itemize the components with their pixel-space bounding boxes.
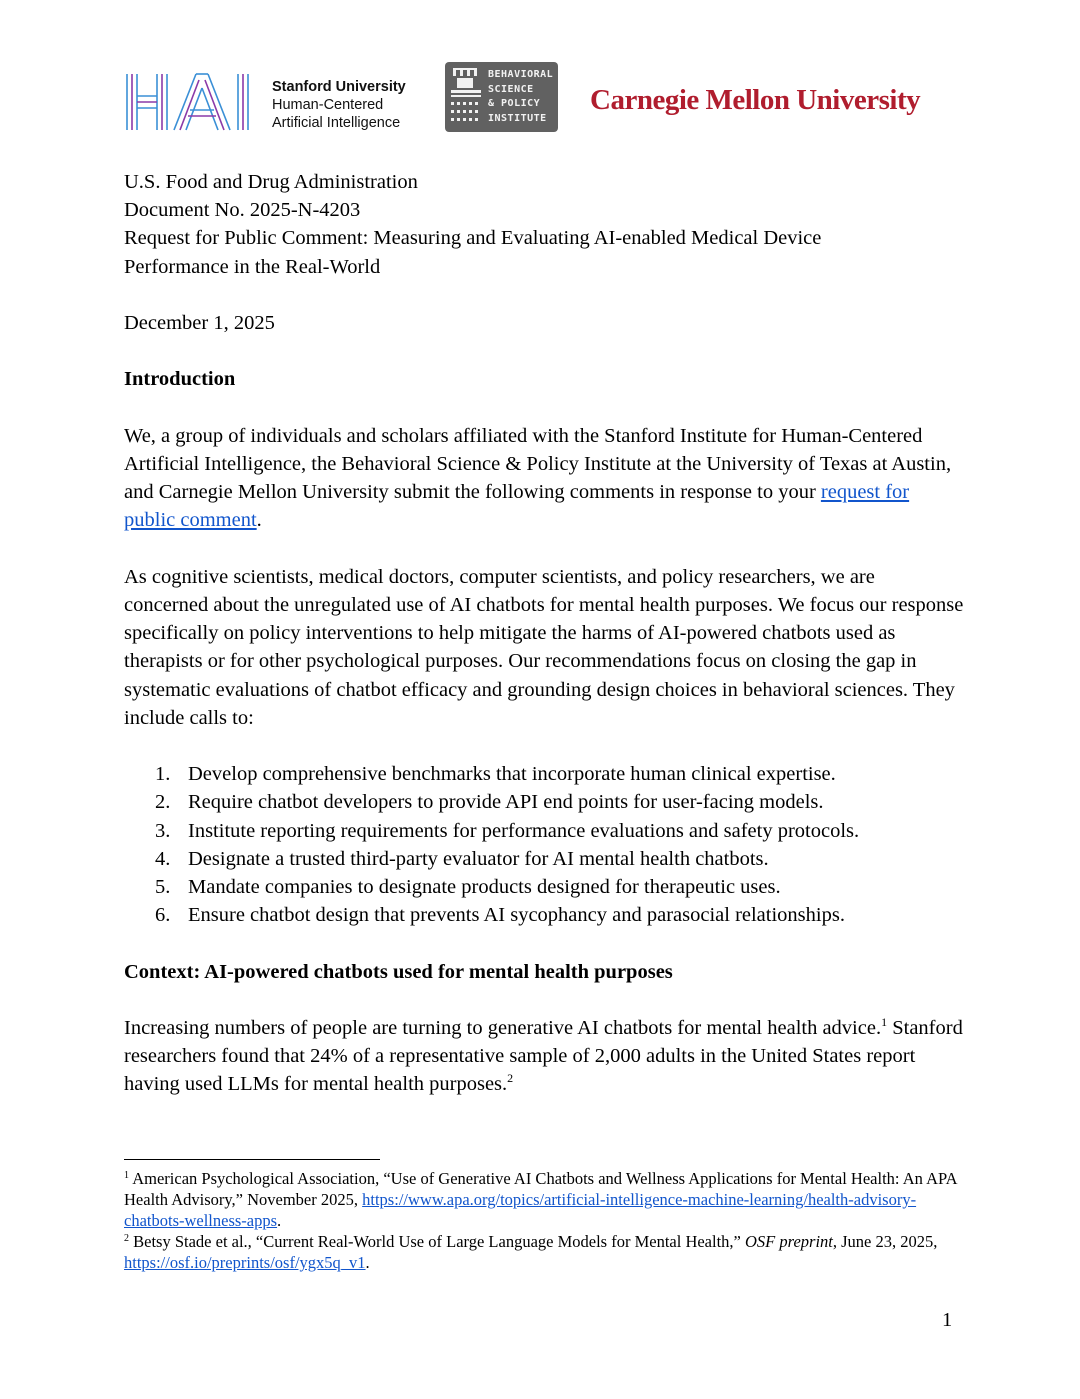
item-text: Mandate companies to designate products designed for therapeutic uses. — [188, 876, 781, 898]
bspi-line: SCIENCE — [488, 83, 534, 95]
letter-date: December 1, 2025 — [124, 312, 275, 334]
item-number: 1. — [155, 763, 171, 786]
hai-logo-text — [272, 78, 406, 132]
footnote-text: Betsy Stade et al., “Current Real-World Use of Large Language Models for Mental Health,” — [129, 1232, 746, 1251]
item-number: 5. — [155, 876, 171, 898]
introduction-paragraph — [124, 422, 964, 535]
recommendation-item — [155, 873, 964, 901]
footnote-italic: OSF preprint — [745, 1232, 833, 1251]
hai-logo-line1: Stanford University — [272, 79, 406, 95]
bspi-line: & POLICY — [488, 98, 541, 109]
recommendation-item — [155, 760, 964, 788]
document-number: Document No. 2025-N-4203 — [124, 199, 361, 222]
context-sentence: Increasing numbers of people are turning to generative AI chatbots for mental health advice. — [124, 1016, 882, 1039]
context-heading: Context: AI-powered chatbots used for mental health purposes — [124, 960, 673, 983]
footnote-number: 1 — [124, 1170, 129, 1181]
item-number: 2. — [155, 791, 171, 814]
hai-logo-icon — [124, 72, 264, 132]
item-text: Develop comprehensive benchmarks that incorporate human clinical expertise. — [188, 763, 836, 786]
recommendation-item — [155, 845, 964, 873]
osf-preprint-link[interactable]: https://osf.io/preprints/osf/ygx5q_v1 — [124, 1253, 366, 1272]
footnote-ref-2[interactable]: 2 — [507, 1071, 514, 1086]
context-sentence: Stanford researchers found that 24% of a representative sample of 2,000 adults in the United States report having used LLMs for mental health purposes. — [124, 1016, 963, 1096]
subject-line-1: Request for Public Comment: Measuring and Evaluating AI-enabled Medical Device — [124, 227, 822, 250]
letter-body — [124, 168, 964, 1099]
context-paragraph — [124, 1014, 964, 1099]
page-number: 1 — [942, 1309, 953, 1331]
footnote-text: , June 23, 2025, — [832, 1232, 938, 1251]
item-text: Require chatbot developers to provide API end points for user-facing models. — [188, 791, 824, 814]
subject-line-2: Performance in the Real-World — [124, 255, 381, 278]
item-text: Designate a trusted third-party evaluator for AI mental health chatbots. — [188, 847, 769, 870]
item-text: Ensure chatbot design that prevents AI sycophancy and parasocial relationships. — [188, 904, 845, 927]
item-number: 4. — [155, 847, 171, 870]
recipient-agency: U.S. Food and Drug Administration — [124, 171, 418, 193]
footnotes — [124, 1168, 964, 1273]
recommendations-list — [124, 760, 964, 929]
recommendation-item — [155, 788, 964, 816]
hai-logo-line2: Human-Centered — [272, 97, 384, 113]
bspi-line: BEHAVIORAL — [488, 69, 554, 80]
footnote-text: American Psychological Association, “Use of Generative AI Chatbots and Wellness Applications for Mental Health: An APA Health Advisory,” November 2025, — [124, 1169, 957, 1209]
item-text: Institute reporting requirements for performance evaluations and safety protocols. — [188, 819, 860, 842]
apa-advisory-link[interactable]: https://www.apa.org/topics/artificial-intelligence-machine-learning/health-advisory-chatbots-wellness-apps — [124, 1190, 917, 1230]
header-logos — [124, 62, 924, 134]
tower-building-icon — [449, 66, 485, 128]
footnote-ref-1[interactable]: 1 — [881, 1014, 888, 1029]
introduction-heading: Introduction — [124, 368, 236, 391]
cmu-logo: Carnegie Mellon University — [590, 84, 921, 116]
footnote-1 — [124, 1168, 964, 1231]
concern-paragraph: As cognitive scientists, medical doctors, computer scientists, and policy researchers, we are concerned about the unregulated use of AI chatbots for mental health purposes. We focus our response specifically on policy interventions to help mitigate the harms of AI-powered chatbots used as therapists or for other psychological purposes. Our recommendations focus on closing the gap in systematic evaluations of chatbot efficacy and grounding design choices in behavioral sciences. They include calls to: — [124, 565, 964, 729]
footnote-period: . — [277, 1211, 282, 1230]
bspi-line: INSTITUTE — [488, 112, 547, 124]
footnote-number: 2 — [124, 1233, 129, 1244]
request-for-public-comment-link[interactable]: request for public comment — [124, 481, 910, 532]
bspi-logo-text — [488, 68, 553, 126]
hai-logo-line3: Artificial Intelligence — [272, 115, 401, 131]
recommendation-item — [155, 901, 964, 929]
item-number: 3. — [155, 819, 171, 842]
footnote-separator — [124, 1159, 380, 1160]
footnote-period: . — [365, 1253, 370, 1272]
intro-period: . — [256, 509, 262, 532]
footnote-2 — [124, 1231, 964, 1273]
bspi-logo — [445, 62, 558, 132]
item-number: 6. — [155, 904, 171, 927]
recommendation-item — [155, 817, 964, 845]
intro-text: We, a group of individuals and scholars affiliated with the Stanford Institute for Human-Centered Artificial Intelligence, the Behavioral Science & Policy Institute at the University of Texas at Austin, and Carnegie Mellon University submit the following comments in response to your — [124, 424, 952, 504]
